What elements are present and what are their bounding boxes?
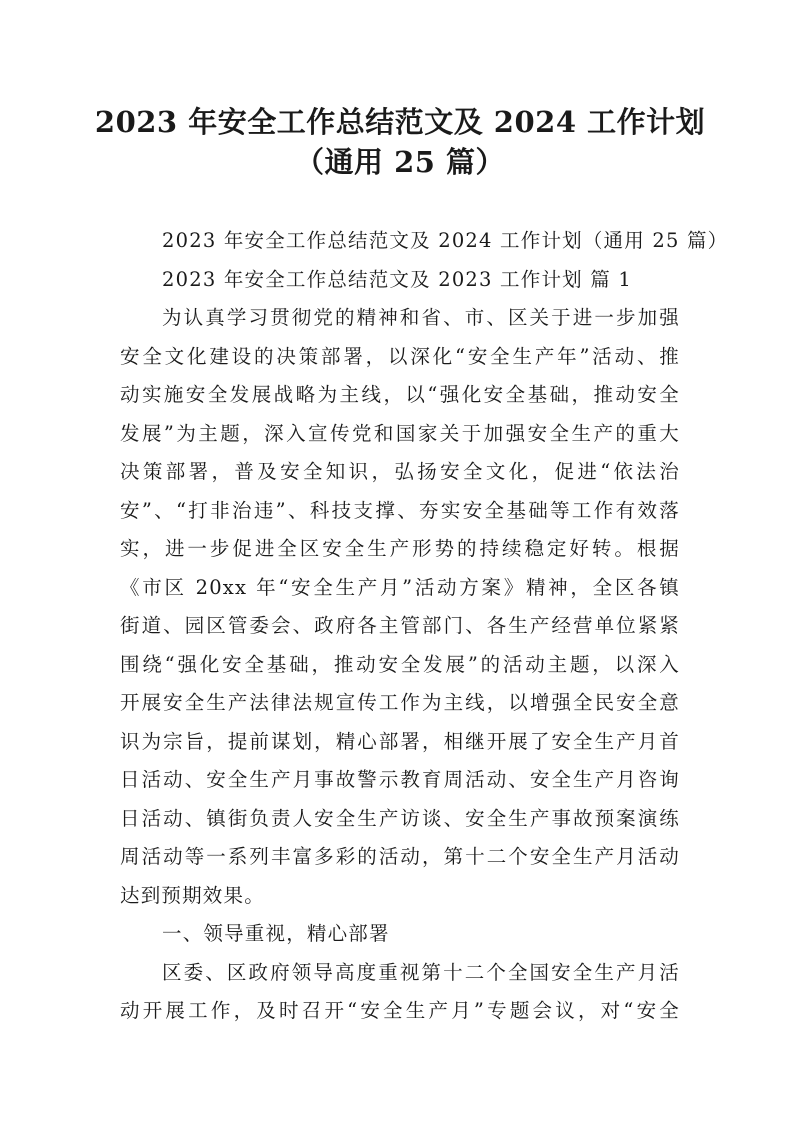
body-text-line: 日活动、镇街负责人安全生产访谈、安全生产事故预案演练 [120, 806, 680, 830]
body-text-line: 安”、“打非治违”、科技支撑、夯实安全基础等工作有效落 [120, 498, 680, 522]
body-text-line: 围绕“强化安全基础，推动安全发展”的活动主题，以深入 [120, 652, 680, 676]
body-text-line: 一、领导重视，精心部署 [162, 922, 390, 945]
body-text-line: 识为宗旨，提前谋划，精心部署，相继开展了安全生产月首 [120, 729, 680, 753]
body-text-line: 2023 年安全工作总结范文及 2023 工作计划 篇 1 [162, 267, 632, 291]
body-text-line: 发展”为主题，深入宣传党和国家关于加强安全生产的重大 [120, 421, 680, 445]
body-text-line: 2023 年安全工作总结范文及 2024 工作计划（通用 25 篇） [162, 229, 729, 252]
document-title-line-2: （通用 25 篇） [294, 145, 506, 179]
body-text-line: 区委、区政府领导高度重视第十二个全国安全生产月活 [162, 960, 680, 984]
body-text-line: 决策部署，普及安全知识，弘扬安全文化，促进“依法治 [120, 460, 680, 483]
body-text-line: 开展安全生产法律法规宣传工作为主线，以增强全民安全意 [120, 691, 680, 714]
document-body [120, 222, 729, 1031]
body-text-line: 周活动等一系列丰富多彩的活动，第十二个安全生产月活动 [120, 845, 680, 868]
body-text-line: 为认真学习贯彻党的精神和省、市、区关于进一步加强 [162, 306, 680, 329]
document-title-line-1: 2023 年安全工作总结范文及 2024 工作计划 [94, 105, 706, 139]
body-text-line: 安全文化建设的决策部署，以深化“安全生产年”活动、推 [120, 344, 680, 368]
body-text-line: 街道、园区管委会、政府各主管部门、各生产经营单位紧紧 [120, 614, 680, 637]
body-text-line: 动开展工作，及时召开“安全生产月”专题会议，对“安全 [120, 999, 680, 1022]
body-text-line: 日活动、安全生产月事故警示教育周活动、安全生产月咨询 [120, 768, 680, 791]
body-text-line: 动实施安全发展战略为主线，以“强化安全基础，推动安全 [120, 383, 680, 406]
body-text-line: 《市区 20xx 年“安全生产月”活动方案》精神，全区各镇 [120, 575, 680, 599]
body-text-line: 实，进一步促进全区安全生产形势的持续稳定好转。根据 [120, 537, 680, 560]
body-text-line: 达到预期效果。 [120, 883, 265, 907]
